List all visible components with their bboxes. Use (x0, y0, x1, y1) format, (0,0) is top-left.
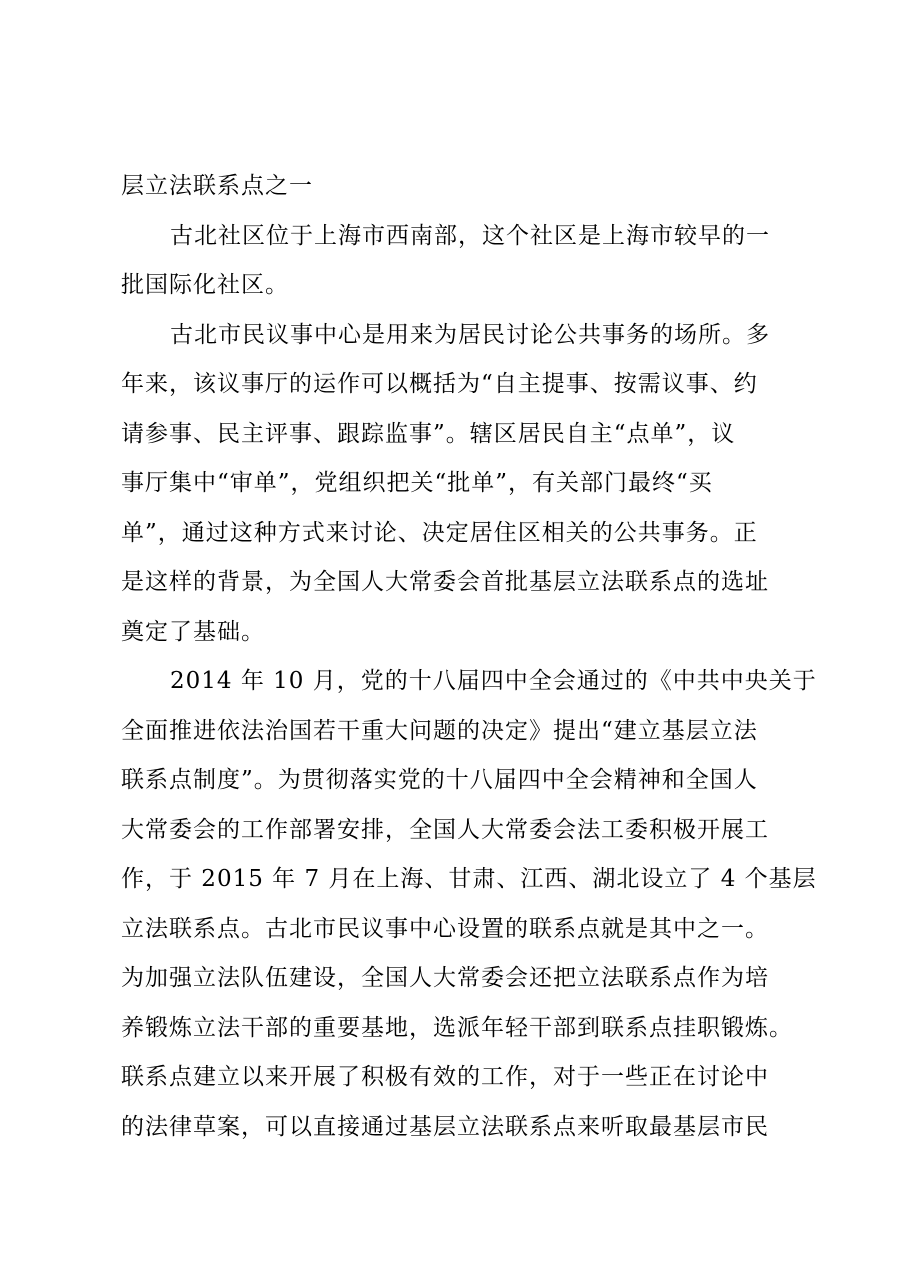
text-line: 全面推进依法治国若干重大问题的决定》提出“建立基层立法 (121, 717, 758, 744)
text-line: 年来，该议事厅的运作可以概括为“自主提事、按需议事、约 (121, 371, 758, 397)
text-line: 事厅集中“审单”，党组织把关“批单”，有关部门最终“买 (121, 470, 713, 496)
text-line: 联系点建立以来开展了积极有效的工作，对于一些正在讨论中 (121, 1064, 769, 1090)
text-line: 大常委会的工作部署安排，全国人大常委会法工委积极开展工 (121, 816, 769, 843)
text-line: 立法联系点。古北市民议事中心设置的联系点就是其中之一。 (121, 915, 769, 942)
text-line: 联系点制度”。为贯彻落实党的十八届四中全会精神和全国人 (121, 767, 758, 793)
paragraph-start-line: 2014 年 10 月，党的十八届四中全会通过的《中共中央关于 (170, 668, 817, 694)
text-line: 的法律草案，可以直接通过基层立法联系点来听取最基层市民 (121, 1113, 769, 1140)
paragraph-start-line: 古北市民议事中心是用来为居民讨论公共事务的场所。多 (170, 321, 770, 348)
document-body (121, 162, 817, 1152)
text-line: 请参事、民主评事、跟踪监事”。辖区居民自主“点单”，议 (121, 420, 736, 447)
text-line: 是这样的背景，为全国人大常委会首批基层立法联系点的选址 (121, 569, 769, 595)
text-line: 养锻炼立法干部的重要基地，选派年轻干部到联系点挂职锻炼。 (121, 1014, 793, 1041)
paragraph-start-line: 古北社区位于上海市西南部，这个社区是上海市较早的一 (170, 222, 770, 249)
text-line: 奠定了基础。 (121, 618, 265, 645)
text-line: 作，于 2015 年 7 月在上海、甘肃、江西、湖北设立了 4 个基层 (121, 866, 817, 892)
text-line: 批国际化社区。 (121, 272, 289, 298)
text-line: 为加强立法队伍建设，全国人大常委会还把立法联系点作为培 (121, 965, 769, 991)
text-line: 单”，通过这种方式来讨论、决定居住区相关的公共事务。正 (121, 519, 758, 546)
text-line: 层立法联系点之一 (121, 173, 313, 199)
